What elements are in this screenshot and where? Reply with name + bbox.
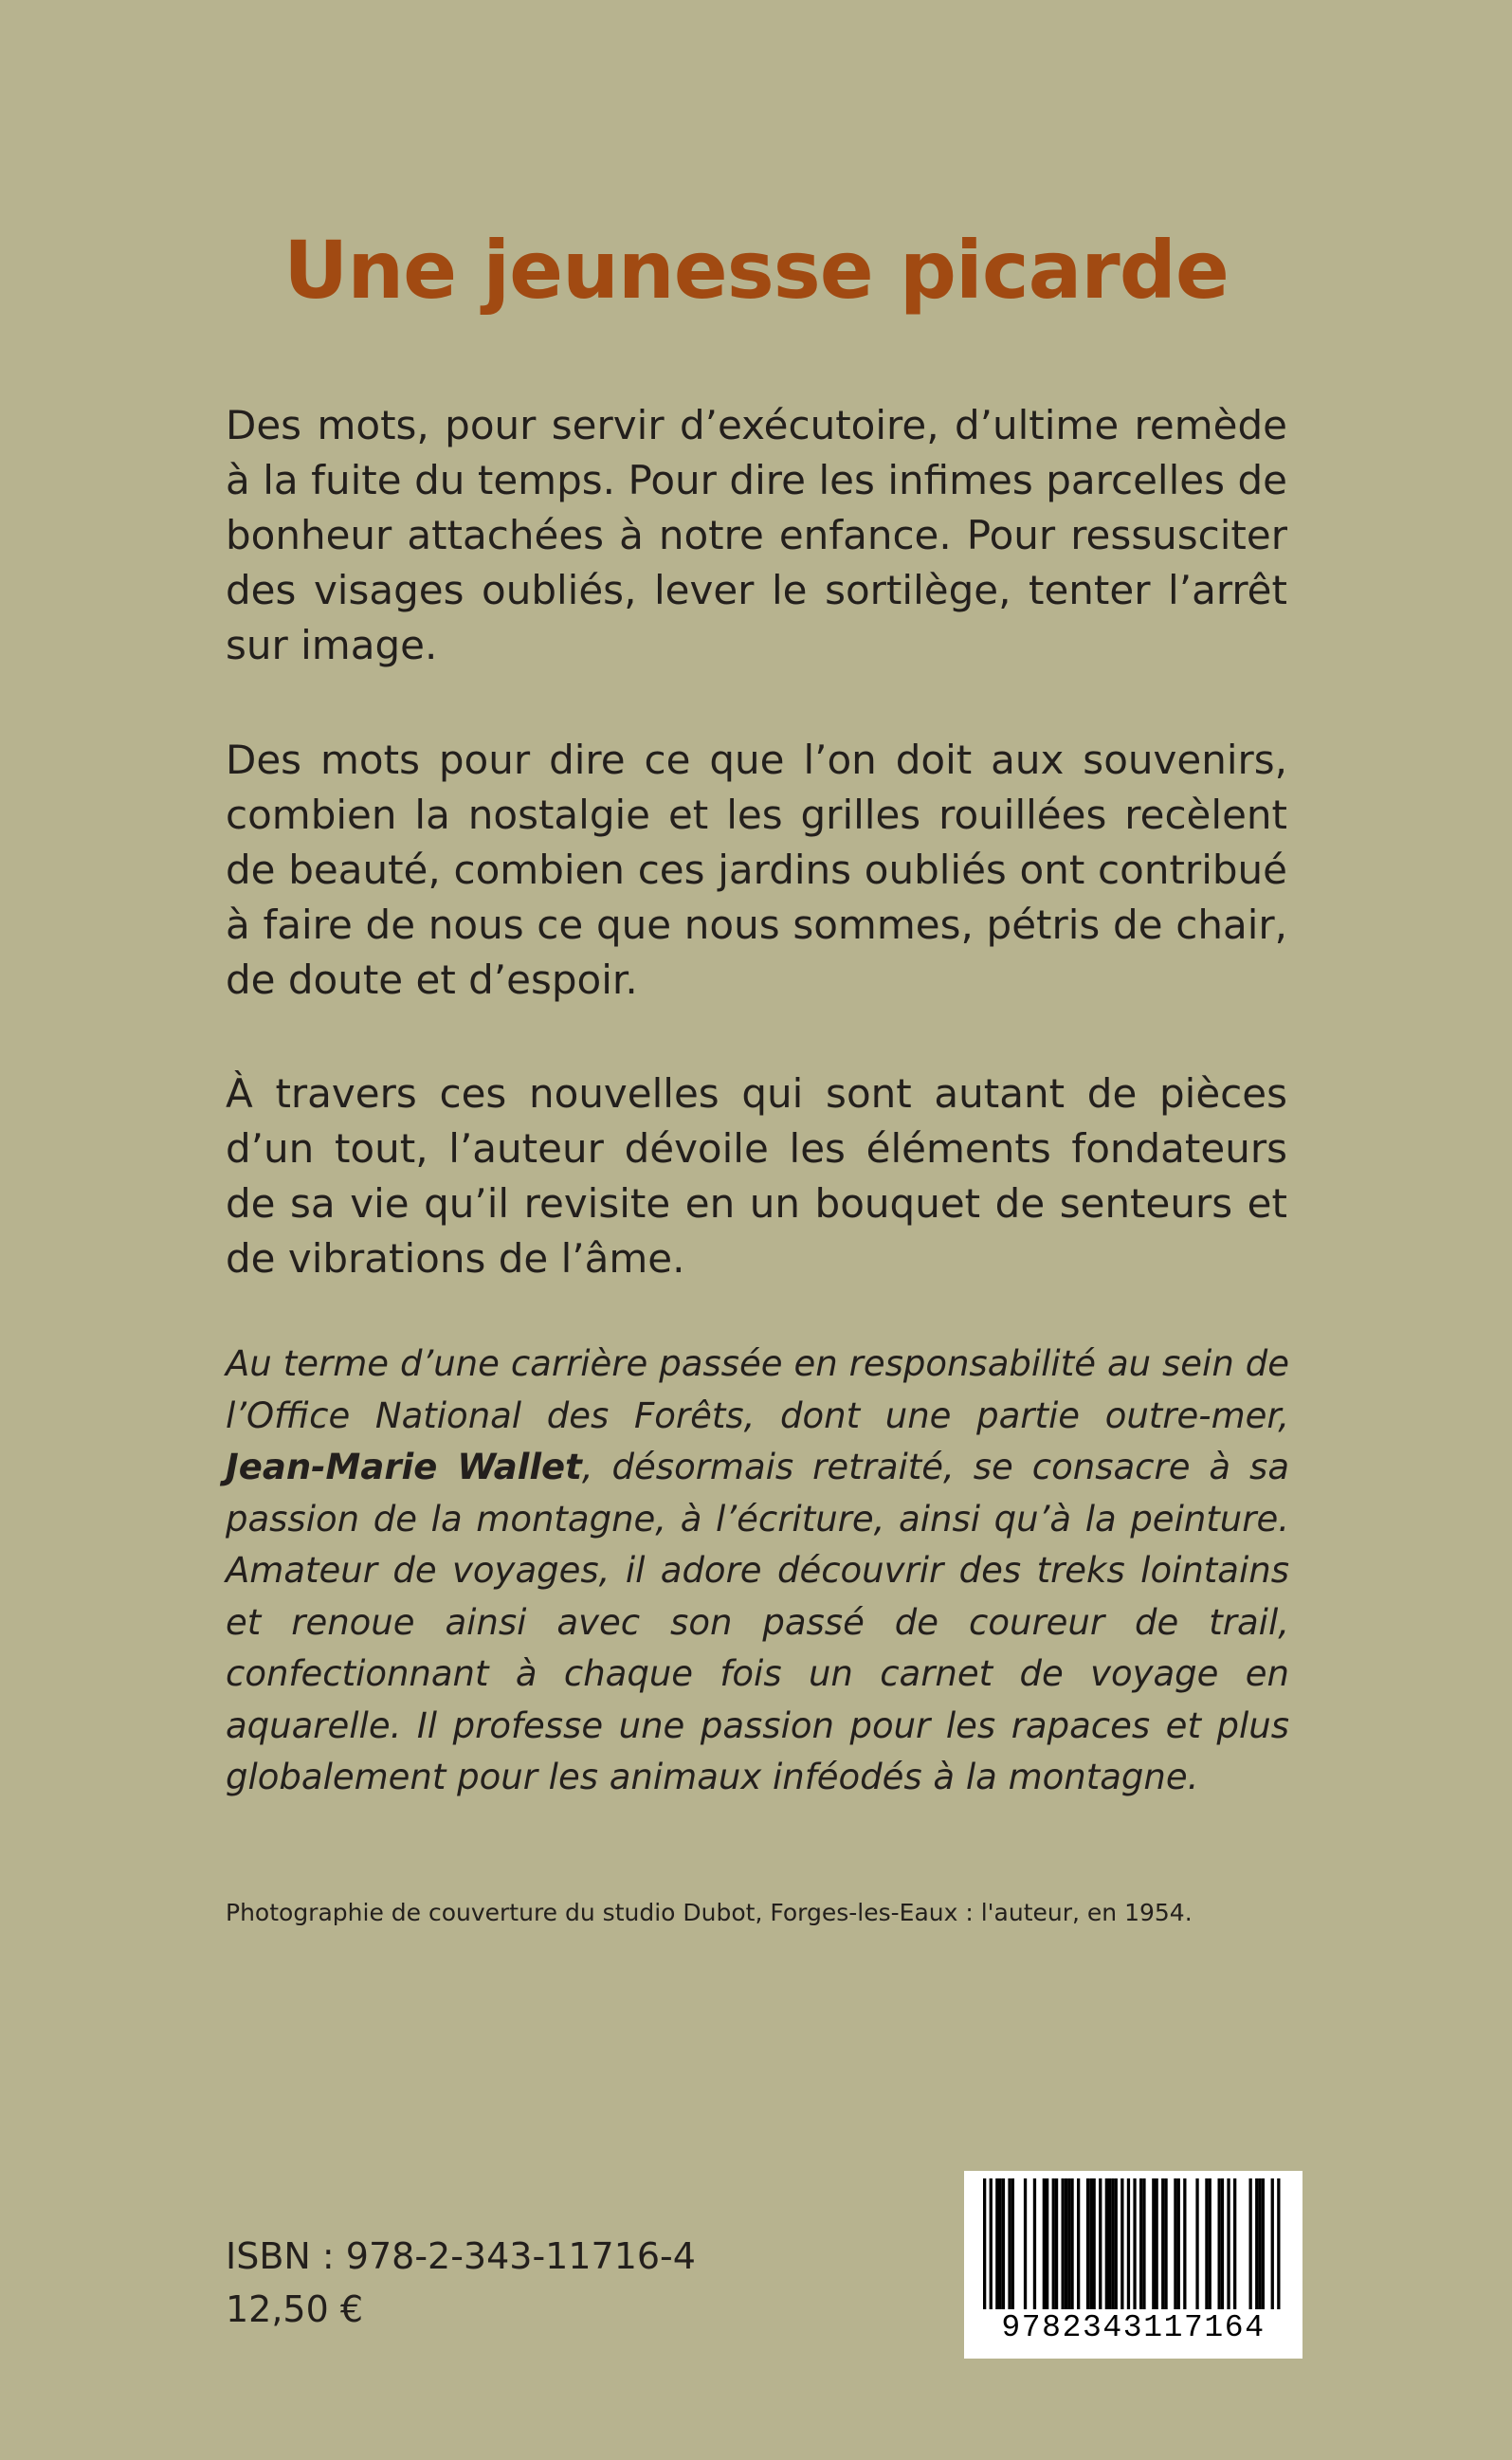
- barcode-bar: [1008, 2178, 1011, 2309]
- barcode-bar: [1209, 2178, 1211, 2309]
- barcode-bar: [1046, 2178, 1048, 2309]
- barcode-bar: [1195, 2178, 1198, 2309]
- barcode-bar: [990, 2178, 993, 2309]
- photo-credit: Photographie de couverture du studio Dubot, Forges-les-Eaux : l'auteur, en 1954.: [226, 1899, 1193, 1926]
- author-name: Jean-Marie Wallet: [226, 1447, 582, 1487]
- barcode-bar: [1156, 2178, 1158, 2309]
- barcode-bars: [964, 2171, 1303, 2313]
- price: 12,50 €: [226, 2288, 364, 2330]
- barcode-bar: [1111, 2178, 1114, 2309]
- barcode-bar: [1177, 2178, 1180, 2309]
- barcode-bar: [1258, 2178, 1261, 2309]
- book-title: Une jeunesse picarde: [283, 224, 1229, 317]
- barcode-bar: [1152, 2178, 1155, 2309]
- barcode-bar: [1277, 2178, 1280, 2309]
- barcode-bar: [1105, 2178, 1108, 2309]
- barcode-bar: [1262, 2178, 1265, 2309]
- blurb-paragraph-3: À travers ces nouvelles qui sont autant de pièces d’un tout, l’auteur dévoile les éléments fondateurs de sa vie qu’il revisite en un bouquet de senteurs et de vibrations de l’âme.: [226, 1070, 1287, 1282]
- barcode-bar: [1139, 2178, 1142, 2309]
- isbn: ISBN : 978-2-343-11716-4: [226, 2235, 696, 2277]
- barcode-bar: [1093, 2178, 1096, 2309]
- barcode-number: 9782343117164: [1001, 2310, 1266, 2345]
- barcode-bar: [1161, 2178, 1164, 2309]
- author-bio: [226, 1339, 1289, 1804]
- barcode-bar: [1011, 2178, 1014, 2309]
- barcode-bar: [1062, 2178, 1065, 2309]
- barcode-bar: [1108, 2178, 1111, 2309]
- barcode: [964, 2171, 1303, 2359]
- barcode-bar: [1002, 2178, 1005, 2309]
- barcode-bar: [1077, 2178, 1080, 2309]
- blurb-paragraph-1: Des mots, pour servir d’exécutoire, d’ultime remède à la fuite du temps. Pour dire les infimes parcelles de bonheur attachées à notre enfance. Pour ressusciter des visages oubliés, lever le sortilège, tenter l’arrêt sur image.: [226, 402, 1287, 668]
- barcode-bar: [1024, 2178, 1027, 2309]
- barcode-bar: [1183, 2178, 1186, 2309]
- barcode-bar: [1055, 2178, 1058, 2309]
- barcode-bar: [1052, 2178, 1055, 2309]
- barcode-bar: [1043, 2178, 1046, 2309]
- barcode-bar: [1065, 2178, 1067, 2309]
- barcode-bar: [999, 2178, 1002, 2309]
- barcode-bar: [1133, 2178, 1136, 2309]
- barcode-bar: [1099, 2178, 1102, 2309]
- barcode-bar: [1033, 2178, 1036, 2309]
- barcode-bar: [1255, 2178, 1258, 2309]
- barcode-bar: [1089, 2178, 1092, 2309]
- barcode-bar: [983, 2178, 986, 2309]
- blurb-paragraph-2: Des mots pour dire ce que l’on doit aux souvenirs, combien la nostalgie et les grilles rouillées recèlent de beauté, combien ces jardins oubliés ont contribué à faire de nous ce que nous sommes, pétris de chair, de doute et d’espoir.: [226, 737, 1287, 1003]
- barcode-bar: [1174, 2178, 1176, 2309]
- barcode-bar: [1070, 2178, 1073, 2309]
- author-bio-intro: Au terme d’une carrière passée en responsabilité au sein de l’Office National des Forêts, dont une partie outre-mer,: [226, 1343, 1289, 1436]
- author-bio-rest: , désormais retraité, se consacre à sa passion de la montagne, à l’écriture, ainsi qu’à la peinture. Amateur de voyages, il adore découvrir des treks lointains et renoue ainsi avec son passé de coureur de trail, confectionnant à chaque fois un carnet de voyage en aquarelle. Il professe une passion pour les rapaces et plus globalement pour les animaux inféodés à la montagne.: [226, 1447, 1289, 1797]
- barcode-bar: [1086, 2178, 1089, 2309]
- barcode-bar: [1218, 2178, 1221, 2309]
- barcode-bar: [1271, 2178, 1274, 2309]
- barcode-bar: [1120, 2178, 1123, 2309]
- barcode-bar: [995, 2178, 998, 2309]
- barcode-bar: [1249, 2178, 1252, 2309]
- barcode-bar: [1067, 2178, 1070, 2309]
- barcode-bar: [1142, 2178, 1145, 2309]
- barcode-bar: [1205, 2178, 1208, 2309]
- barcode-bar: [1227, 2178, 1230, 2309]
- barcode-bar: [1221, 2178, 1224, 2309]
- barcode-bar: [1127, 2178, 1130, 2309]
- barcode-bar: [1115, 2178, 1118, 2309]
- barcode-bar: [1164, 2178, 1167, 2309]
- barcode-bar: [1233, 2178, 1236, 2309]
